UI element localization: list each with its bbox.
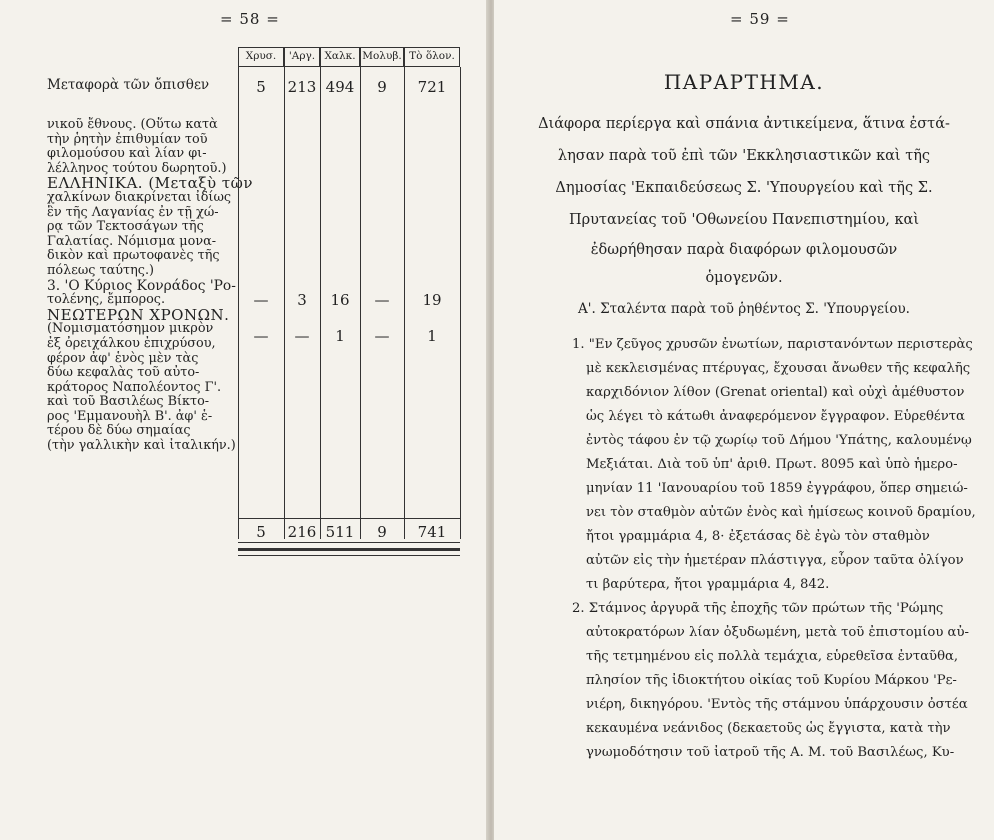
body-line: κεκαυμένα νεάνιδος (δεκαετοῦς ὡς ἔγγιστα, κατὰ τὴν [586, 721, 951, 736]
col-header-gold: Χρυσ. [238, 47, 284, 67]
body-line: τι βαρύτερα, ἤτοι γραμμάρια 4, 842. [586, 577, 830, 592]
left-text-block [47, 117, 254, 454]
text-line: χαλκίνων διακρίνεται ἰδίως [47, 189, 232, 205]
text-line: πόλεως ταύτης.) [47, 262, 154, 278]
total-rule [238, 542, 460, 543]
table-cell: — [253, 327, 269, 345]
total-cell: 511 [325, 523, 355, 541]
body-line: μηνίαν 11 'Ιανουαρίου τοῦ 1859 ἐγγράφου, ὅπερ σημειώ- [586, 481, 968, 496]
body-line: τῆς τετμημένου εἰς πολλὰ τεμάχια, εὑρεθεῖσα ἐνταῦθα, [586, 649, 959, 664]
text-line: ρος 'Εμμανουὴλ Β'. ἀφ' ἑ- [47, 408, 213, 424]
intro-line: ἐδωρήθησαν παρὰ διαφόρων φιλομουσῶν [590, 242, 898, 258]
table-cell: 721 [417, 78, 447, 96]
table-cell: 5 [256, 78, 266, 96]
text-line: τέρου δὲ δύω σημαίας [47, 423, 191, 439]
body-line: ἐντὸς τάφου ἐν τῷ χωρίῳ τοῦ Δήμου 'Υπάτης, καλουμένῳ [586, 433, 972, 448]
left-page [0, 0, 488, 840]
col-header-lead: Μολυβ. [360, 47, 404, 67]
text-line: λέλληνος τούτου δωρητοῦ.) [47, 160, 227, 176]
right-page [494, 0, 994, 840]
table-cell: — [294, 327, 310, 345]
body-line: καρχιδόνιον λίθον (Grenat oriental) καὶ οὐχὶ ἀμέθυστον [586, 385, 965, 400]
body-line: αὐτοκρατόρων λίαν ὀξυδωμένη, μετὰ τοῦ ἐπιστομίου αὐ- [586, 625, 969, 640]
table-cell: 19 [422, 291, 442, 309]
text-line: ἐξ ὀρειχάλκου ἐπιχρύσου, [47, 335, 216, 351]
table-cell: 16 [330, 291, 350, 309]
section-title: Α'. Σταλέντα παρὰ τοῦ ῥηθέντος Σ. 'Υπουργείου. [578, 301, 910, 317]
table-cell: — [253, 291, 269, 309]
table-cell: — [374, 327, 390, 345]
carried-forward-label: Μεταφορὰ τῶν ὄπισθεν [47, 77, 210, 93]
body-line: μὲ κεκλεισμένας πτέρυγας, ἔχουσαι ἄνωθεν τῆς κεφαλῆς [586, 361, 971, 376]
section-heading: ΝΕΩΤΕΡΩΝ ΧΡΟΝΩΝ. [47, 305, 230, 324]
page-number-left: = 58 = [220, 10, 280, 28]
body-line: νιέρη, δικηγόρου. 'Εντὸς τῆς στάμνου ὑπάρχουσιν ὀστέα [586, 697, 968, 712]
text-line: φέρον ἀφ' ἑνὸς μὲν τὰς [47, 350, 199, 366]
text-line: φιλομούσου καὶ λίαν φι- [47, 146, 207, 162]
intro-line: λησαν παρὰ τοῦ ἐπὶ τῶν 'Εκκλησιαστικῶν καὶ τῆς [557, 148, 931, 164]
body-line: 1. "Εν ζεῦγος χρυσῶν ἐνωτίων, παριστανόντων περιστερὰς [572, 337, 973, 352]
table-cell: 1 [427, 327, 437, 345]
text-line: Γαλατίας. Νόμισμα μονα- [47, 233, 217, 249]
text-line: δικὸν καὶ πρωτοφανὲς τῆς [47, 248, 220, 264]
body-line: ὡς λέγει τὸ κάτωθι ἀναφερόμενον ἔγγραφον. Εὑρεθέντα [586, 409, 965, 424]
appendix-heading: ΠΑΡΑΡΤΗΜΑ. [663, 70, 825, 94]
text-line: τολένης, ἔμπορος. [47, 292, 166, 308]
body-line: Μεξιάται. Διὰ τοῦ ὑπ' ἀριθ. Πρωτ. 8095 καὶ ὑπὸ ἡμερο- [586, 457, 958, 472]
column-rule [460, 67, 461, 539]
intro-line: ὁμογενῶν. [705, 270, 783, 286]
body-line: ἤτοι γραμμάρια 4, 8· ἐξετάσας δὲ ἐγὼ τὸν σταθμὸν [586, 529, 930, 544]
text-line: δύω κεφαλὰς τοῦ αὐτο- [47, 365, 200, 381]
col-header-total: Τὸ ὅλον. [404, 47, 460, 67]
double-rule [238, 548, 460, 551]
body-line: γνωμοδότησιν τοῦ ἰατροῦ τῆς Α. Μ. τοῦ Βασιλέως, Κυ- [586, 745, 955, 760]
body-line: νει τὸν σταθμὸν αὐτῶν ἑνὸς καὶ ἡμίσεως κοινοῦ δραμίου, [586, 505, 976, 520]
table-cell: — [374, 291, 390, 309]
total-rule [238, 518, 460, 519]
text-line: 3. 'Ο Κύριος Κονράδος 'Ρο- [47, 277, 236, 294]
table-cell: 494 [325, 78, 355, 96]
table-cell: 3 [297, 291, 307, 309]
text-line: τὴν ῥητὴν ἐπιθυμίαν τοῦ [47, 131, 208, 147]
total-rule [238, 555, 460, 556]
table-cell: 9 [377, 78, 387, 96]
text-line: ρᾳ τῶν Τεκτοσάγων τῆς [47, 219, 204, 235]
text-line: ἓν τῆς Λαγανίας ἐν τῇ χώ- [47, 204, 219, 220]
table-cell: 213 [287, 78, 317, 96]
total-cell: 216 [287, 523, 317, 541]
text-line: (τὴν γαλλικὴν καὶ ἰταλικήν.) [47, 438, 236, 454]
intro-line: Δημοσίας 'Εκπαιδεύσεως Σ. 'Υπουργείου καὶ τῆς Σ. [555, 180, 933, 196]
intro-line: Πρυτανείας τοῦ 'Οθωνείου Πανεπιστημίου, καὶ [568, 212, 920, 228]
col-header-silver: 'Αργ. [284, 47, 320, 67]
text-line: καὶ τοῦ Βασιλέως Βίκτο- [47, 394, 210, 410]
intro-line: Διάφορα περίεργα καὶ σπάνια ἀντικείμενα, ἅτινα ἐστά- [538, 116, 950, 132]
total-cell: 741 [417, 523, 447, 541]
text-line: κράτορος Ναπολέοντος Γ'. [47, 379, 222, 395]
col-header-copper: Χαλκ. [320, 47, 360, 67]
table-cell: 1 [335, 327, 345, 345]
body-line: αὐτῶν εἰς τὴν ἡμετέραν πλάστιγγα, εὗρον ταῦτα ὀλίγον [586, 553, 964, 568]
page-number-right: = 59 = [730, 10, 790, 28]
body-line: 2. Στάμνος ἀργυρᾶ τῆς ἐποχῆς τῶν πρώτων τῆς 'Ρώμης [572, 601, 944, 616]
total-cell: 9 [377, 523, 387, 541]
section-heading: ΕΛΛΗΝΙΚΑ. (Μεταξὺ τῶν [47, 174, 254, 193]
total-cell: 5 [256, 523, 266, 541]
text-line: (Νομισματόσημον μικρὸν [47, 321, 214, 337]
text-line: νικοῦ ἔθνους. (Οὕτω κατὰ [47, 117, 218, 132]
body-line: πλησίον τῆς ἰδιοκτήτου οἰκίας τοῦ Κυρίου Μάρκου 'Ρε- [586, 673, 957, 688]
